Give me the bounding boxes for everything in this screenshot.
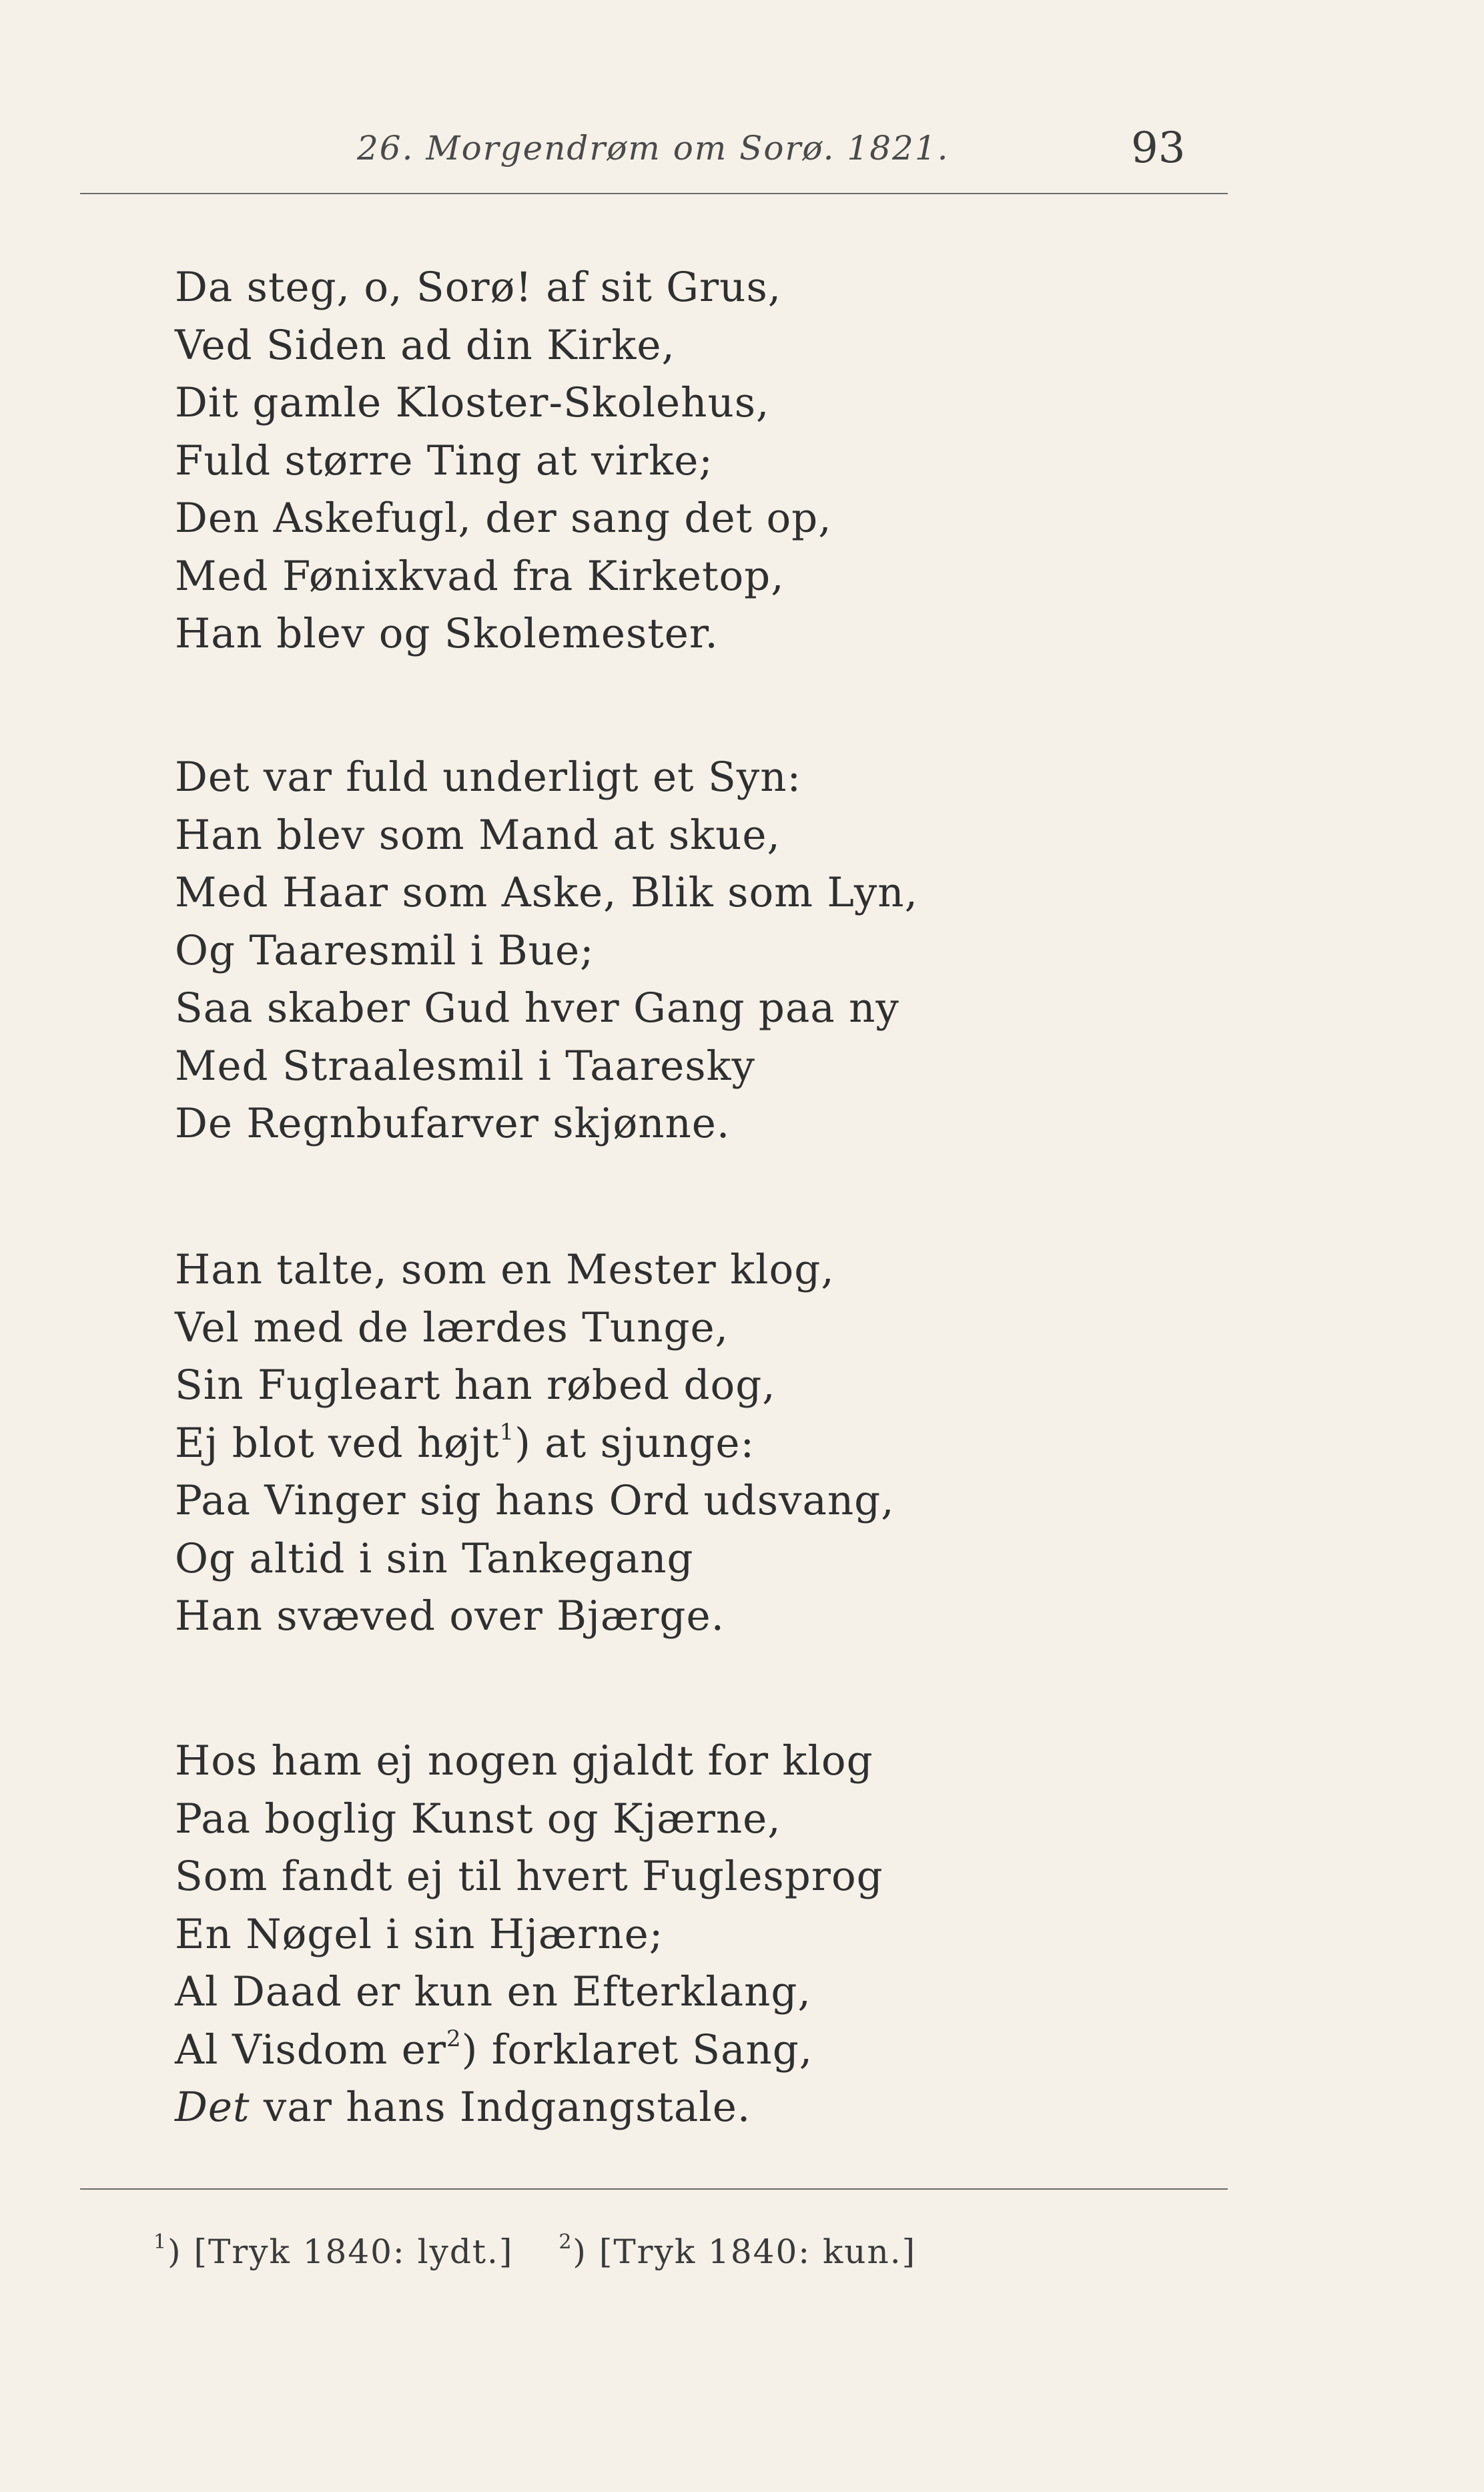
verse-line: Paa boglig Kunst og Kjærne, <box>175 1795 781 1843</box>
verse-line <box>175 2079 883 2137</box>
verse-line: Med Fønixkvad fra Kirketop, <box>175 552 785 600</box>
footnote-mark: 2 <box>559 2230 573 2254</box>
verse-text: var hans Indgangstale. <box>250 2084 751 2131</box>
verse-line: Paa Vinger sig hans Ord udsvang, <box>175 1477 895 1524</box>
verse-line: De Regnbufarver skjønne. <box>175 1100 731 1147</box>
verse-line: Sin Fugleart han røbed dog, <box>175 1361 776 1409</box>
verse-line: Og Taaresmil i Bue; <box>175 926 595 974</box>
verse-text: ) at sjunge: <box>514 1419 755 1467</box>
footnote-mark: 1 <box>153 2230 168 2254</box>
footnotes <box>153 2232 950 2271</box>
stanza-1 <box>175 259 832 663</box>
footnote-2 <box>559 2232 916 2271</box>
verse-line: Ved Siden ad din Kirke, <box>175 321 675 369</box>
verse-line: Han talte, som en Mester klog, <box>175 1246 835 1293</box>
verse-text: Al Visdom er <box>175 2026 447 2074</box>
verse-line: Hos ham ej nogen gjaldt for klog <box>175 1737 873 1785</box>
verse-line: Med Straalesmil i Taaresky <box>175 1042 755 1090</box>
footnote-marker: 1 <box>499 1418 515 1446</box>
stanza-2 <box>175 749 918 1153</box>
verse-line: Den Askefugl, der sang det op, <box>175 495 832 542</box>
verse-line: Dit gamle Kloster-Skolehus, <box>175 379 770 426</box>
verse-line: Og altid i sin Tankegang <box>175 1534 694 1582</box>
running-title: 26. Morgendrøm om Sorø. 1821. <box>357 129 950 168</box>
verse-line: Som fandt ej til hvert Fuglesprog <box>175 1853 883 1900</box>
header-rule <box>80 193 1228 194</box>
verse-line <box>175 1415 895 1473</box>
verse-line: En Nøgel i sin Hjærne; <box>175 1910 664 1958</box>
footnote-rule <box>80 2188 1228 2190</box>
verse-text: Ej blot ved højt <box>175 1419 500 1467</box>
running-head <box>0 123 1484 177</box>
verse-line: Han svæved over Bjærge. <box>175 1592 725 1640</box>
page-number: 93 <box>1131 123 1186 173</box>
footnote-1 <box>153 2232 513 2271</box>
verse-line: Han blev og Skolemester. <box>175 610 719 657</box>
verse-text: ) forklaret Sang, <box>461 2026 813 2074</box>
verse-line: Med Haar som Aske, Blik som Lyn, <box>175 869 918 916</box>
verse-line: Da steg, o, Sorø! af sit Grus, <box>175 264 782 311</box>
footnote-marker: 2 <box>446 2025 462 2052</box>
italic-word: Det <box>175 2084 250 2131</box>
verse-line <box>175 2021 883 2080</box>
footnote-text: ) [Tryk 1840: kun.] <box>573 2232 917 2271</box>
verse-line: Det var fuld underligt et Syn: <box>175 753 802 801</box>
verse-line: Han blev som Mand at skue, <box>175 811 781 859</box>
verse-line: Vel med de lærdes Tunge, <box>175 1303 729 1351</box>
verse-line: Saa skaber Gud hver Gang paa ny <box>175 984 899 1032</box>
verse-line: Fuld større Ting at virke; <box>175 436 713 485</box>
stanza-4 <box>175 1733 883 2137</box>
stanza-3 <box>175 1241 895 1646</box>
verse-line: Al Daad er kun en Efterklang, <box>175 1968 811 2015</box>
footnote-text: ) [Tryk 1840: lydt.] <box>167 2232 514 2271</box>
